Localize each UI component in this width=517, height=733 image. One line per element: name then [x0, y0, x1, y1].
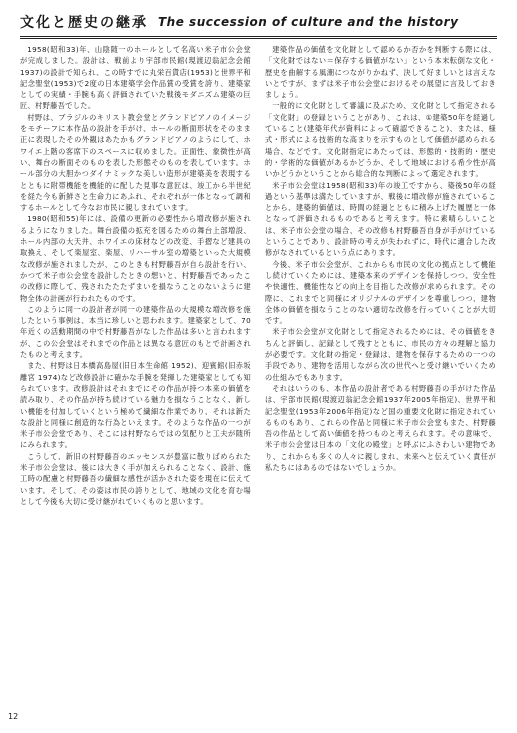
paragraph: 1980(昭和55)年には、設備の更新の必要性から増改修が施されるようになりました。舞台設備の拡充を図るための舞台上部増設、ホール内部の大天井、ホワイエの床材などの改変、手摺など建具の取換え、そして楽屋室、楽屋、リハーサル室の増築といった大規模な改修が施されましたが、このときも村野藤吾が自ら設計を行い、かつて米子市公会堂を設計したときの想いと、村野藤吾であったこの改修に際して、残されたたたずまいを損なうことのないように建物全体の計画が行われたものです。 — [20, 214, 251, 303]
right-column — [265, 44, 496, 700]
header-title-en: The succession of culture and the history — [158, 15, 459, 29]
paragraph: 1958(昭和33)年、山陰随一のホールとして名高い米子市公会堂が完成しました。設計は、戦前より宇部市民館(現渡辺翁記念会館1937)の設計で知られ、この時すでに丸栄百貨店(1953)と世界平和記念聖堂(1953)で2度の日本建築学会作品賞の受賞を誇り、建築家としての実績・手腕も高く評価されていた戦後モダニズム建築の巨匠、村野藤吾でした。 — [20, 45, 251, 111]
paragraph: それはいうのも、本作品の設計者である村野藤吾の手がけた作品は、宇部市民館(現渡辺翁記念会館1937年2005年指定)、世界平和記念聖堂(1953年2006年指定)など国の重要文化財に指定されているものもあり、これらの作品と同様に米子市公会堂もまた、村野藤吾の作品として高い価値を持つものと考えられます。その意味で、米子市公会堂は日本の「文化の殿堂」と呼ぶにふさわしい建物であり、これからも多くの人々に親しまれ、未来へと伝えていく責任が私たちにはあるのではないでしょうか。 — [265, 383, 496, 472]
paragraph: 今後、米子市公会堂が、これからも市民の文化の拠点として機能し続けていくためには、建築本来のデザインを保持しつつ、安全性や快適性、機能性などの向上を目指した改修が求められます。その際に、これまでと同様にオリジナルのデザインを尊重しつつ、建物全体の価値を損なうことのない適切な改修を行っていくことが大切です。 — [265, 259, 496, 326]
page-header — [20, 8, 497, 39]
paragraph: また、村野は日本橋高島屋(旧日本生命館 1952)、迎賓館(旧赤坂離宮 1974)など改修設計に確かな手腕を発揮した建築家としても知られています。改修設計はそれまでにその作品が持つ本来の価値を読み取り、その作品が持ち続けている魅力を損なうことなく、新しい機能を付加していくという極めて繊細な作業であり、それは新たな設計と同様に創造的な行為といえます。そのような作品の一つが米子市公会堂であり、そこには村野ならではの気配りと工夫が随所にみられます。 — [20, 361, 251, 450]
paragraph: 米子市公会堂が文化財として指定されるためには、その価値をきちんと評価し、記録として残すとともに、市民の方々の理解と協力が必要です。文化財の指定・登録は、建物を保存するための一つの手段であり、建物を活用しながら次の世代へと受け継いでいくための仕組みでもあります。 — [265, 327, 496, 382]
paragraph: こうして、新旧の村野藤吾のエッセンスが豊富に散りばめられた米子市公会堂は、後には大きく手が加えられることなく、設計、施工時の配慮と村野藤吾の繊細な感性が活かされた姿を現在に伝えています。そして、その姿は市民の誇りとして、地域の文化を育む場として今後も大切に受け継がれていくものと思います。 — [20, 451, 251, 506]
page-number: 12 — [8, 712, 19, 721]
left-column — [20, 44, 251, 700]
paragraph: このように同一の設計者が同一の建築作品の大規模な増改修を施したという事例は、本当に珍しいと思われます。建築家として、70年近くの活動期間の中で村野藤吾がなした作品は多いと言われますが、この公会堂はそれまでの作品とは異なる意匠のもとで計画されたものと考えます。 — [20, 304, 251, 360]
paragraph: 村野は、ブラジルのキリスト教会堂とグランドピアノのイメージをモチーフに本作品の設計を手がけ、ホールの断面形状をそのまま正に表現したその外観はあたかもグランドピアノのようにして、ホワイエ上階の客席下のスペースに収めました。正面性、象徴性が高い、舞台の断面そのものを表した形態そのものを表しています。ホール部分の大胆かつダイナミックな美しい造形が建築美を表現するとともに附帯機能を機能的に配した見事な意匠は、竣工から半世紀を経た今も新鮮さと生命力にあふれ、それぞれが一体となって調和するホールとして今なお市民に親しまれています。 — [20, 112, 251, 213]
header-title-jp: 文化と歴史の継承 — [20, 15, 148, 31]
text-columns — [20, 44, 497, 700]
paragraph: 建築作品の価値を文化財として認めるか否かを判断する際には、「文化財ではない＝保存する価値がない」という本末転倒な文化・歴史を曲解する風潮につながりかねず、決して好ましいとは言えないとですが、まずは米子市公会堂におけるその展望に言及しておきましょう。 — [265, 45, 496, 100]
paragraph: 米子市公会堂は1958(昭和33)年の竣工ですから、築後50年の経過という基準は満たしていますが、戦後に増改修が施されていることから、建築的価値は、時間の経過とともに積み上げた履歴と一体となって評価されるものであると考えます。特に素晴らしいことは、米子市公会堂の場合、その改修も村野藤吾自身が手がけているということであり、設計時の考えが失われずに、時代に適合した改修がなされているという点にあります。 — [265, 180, 496, 258]
paragraph: 一般的に文化財として審議に及ぶため、文化財として指定される「文化財」の登録ということがあり、これは、①建築50年を経過していること(建築年代が資料によって確認できること)、または、様式・形式による技術的な高まりを示すものとして価値が認められる場合、などです。文化財指定にあたっては、形態的・技術的・歴史的・学術的な価値があるかどうか、そして地域における希少性が高いかどうかということから総合的な判断によって選定されます。 — [265, 101, 496, 179]
